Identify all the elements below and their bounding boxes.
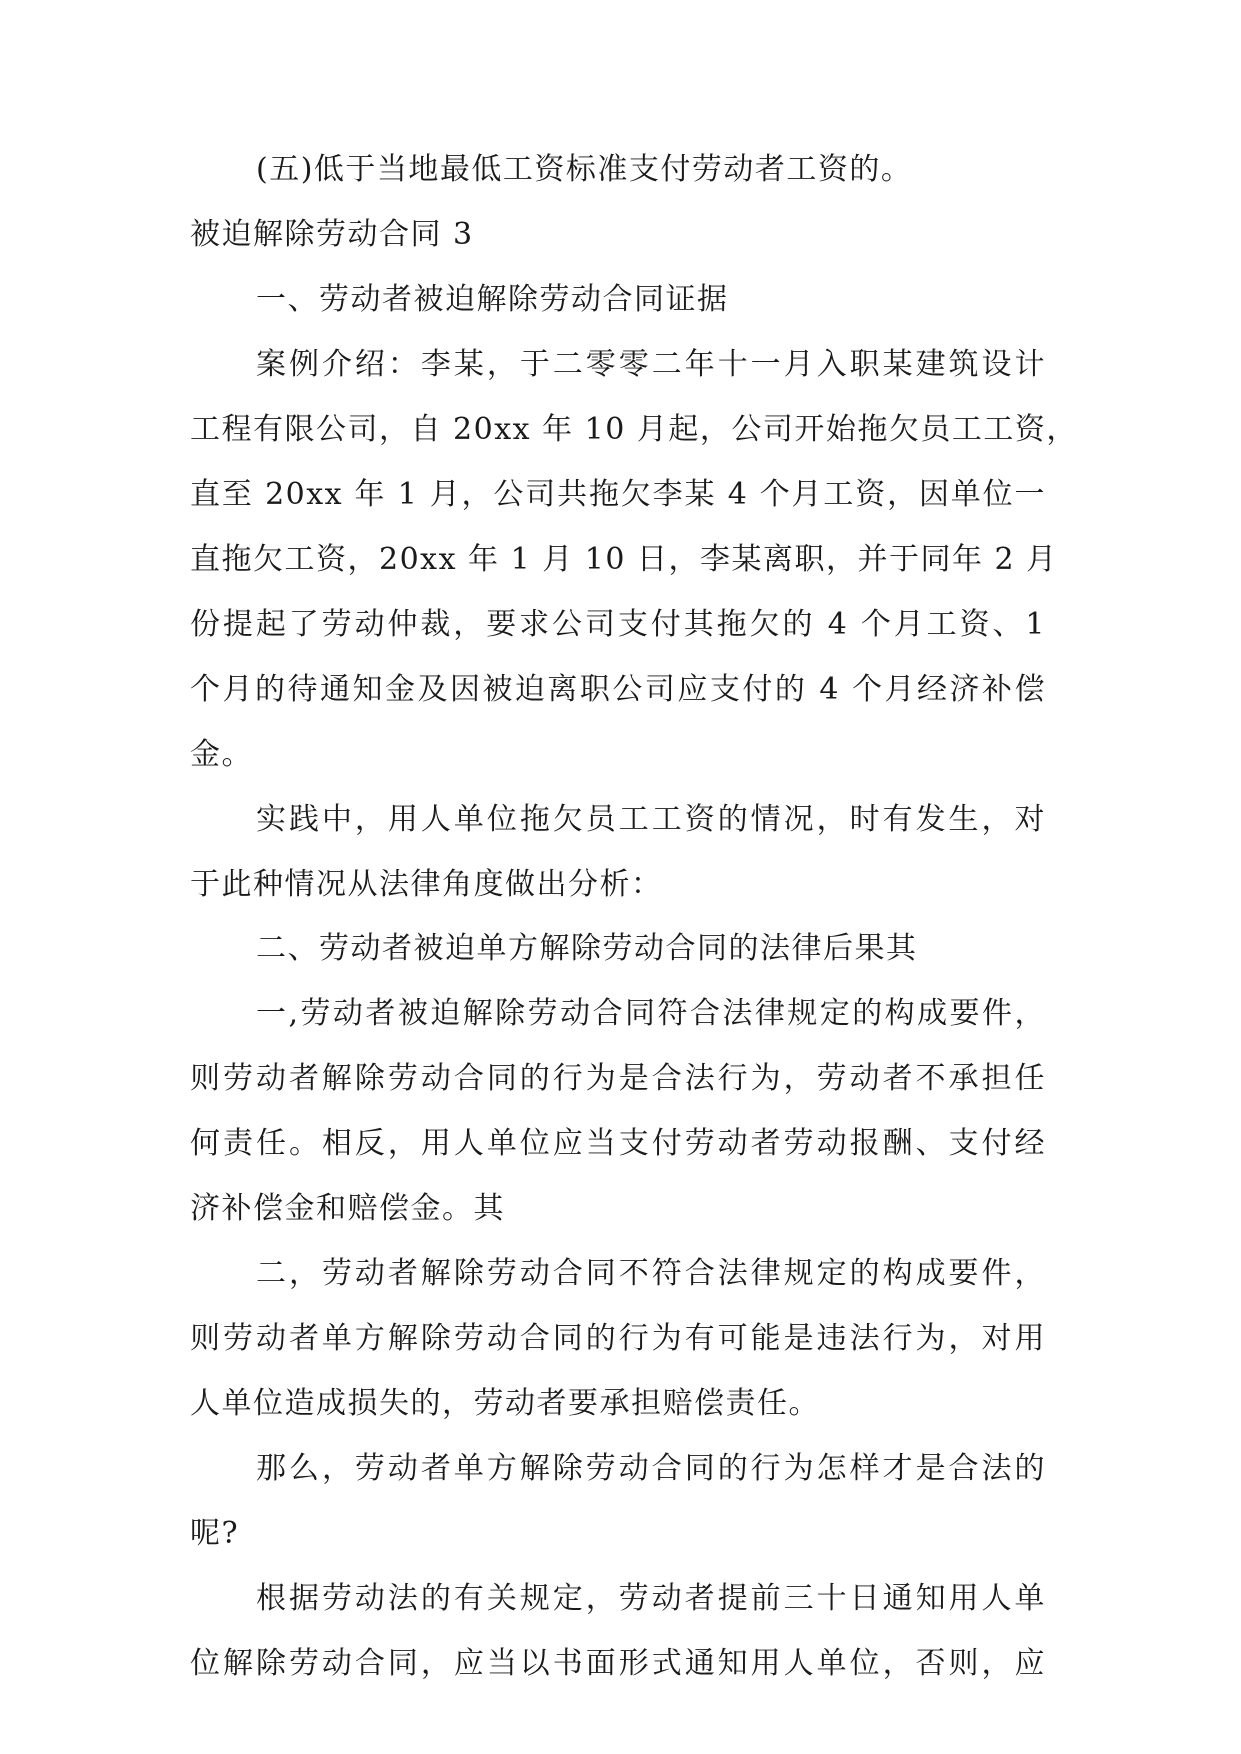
paragraph-line: 直拖欠工资，20xx 年 1 月 10 日，李某离职，并于同年 2 月 — [190, 542, 1058, 577]
paragraph-line: 工程有限公司，自 20xx 年 10 月起，公司开始拖欠员工工资， — [190, 412, 1078, 447]
section-heading: 被迫解除劳动合同 3 — [190, 217, 474, 252]
paragraph-line: 济补偿金和赔偿金。其 — [190, 1191, 505, 1226]
paragraph-line: (五)低于当地最低工资标准支付劳动者工资的。 — [256, 152, 913, 187]
paragraph-line: 位解除劳动合同，应当以书面形式通知用人单位，否则，应 — [190, 1646, 1046, 1681]
paragraph-line: 则劳动者解除劳动合同的行为是合法行为，劳动者不承担任 — [190, 1061, 1046, 1096]
paragraph-line: 人单位造成损失的，劳动者要承担赔偿责任。 — [190, 1386, 820, 1421]
paragraph-line: 实践中，用人单位拖欠员工工资的情况，时有发生，对 — [256, 802, 1046, 837]
paragraph-line: 根据劳动法的有关规定，劳动者提前三十日通知用人单 — [256, 1581, 1046, 1616]
paragraph-line: 何责任。相反，用人单位应当支付劳动者劳动报酬、支付经 — [190, 1126, 1046, 1161]
paragraph-line: 份提起了劳动仲裁，要求公司支付其拖欠的 4 个月工资、1 — [190, 607, 1046, 642]
paragraph-line: 二，劳动者解除劳动合同不符合法律规定的构成要件， — [256, 1256, 1046, 1291]
paragraph-line: 则劳动者单方解除劳动合同的行为有可能是违法行为，对用 — [190, 1321, 1046, 1356]
subsection-heading: 二、劳动者被迫单方解除劳动合同的法律后果其 — [256, 931, 918, 966]
paragraph-line: 呢? — [190, 1516, 240, 1551]
subsection-heading: 一、劳动者被迫解除劳动合同证据 — [256, 282, 729, 317]
paragraph-line: 直至 20xx 年 1 月，公司共拖欠李某 4 个月工资，因单位一 — [190, 477, 1046, 512]
paragraph-line: 案例介绍：李某，于二零零二年十一月入职某建筑设计 — [256, 347, 1046, 382]
paragraph-line: 金。 — [190, 737, 253, 772]
paragraph-line: 那么，劳动者单方解除劳动合同的行为怎样才是合法的 — [256, 1451, 1046, 1486]
paragraph-line: 个月的待通知金及因被迫离职公司应支付的 4 个月经济补偿 — [190, 672, 1046, 707]
paragraph-line: 一,劳动者被迫解除劳动合同符合法律规定的构成要件， — [256, 996, 1046, 1031]
paragraph-line: 于此种情况从法律角度做出分析： — [190, 867, 663, 902]
